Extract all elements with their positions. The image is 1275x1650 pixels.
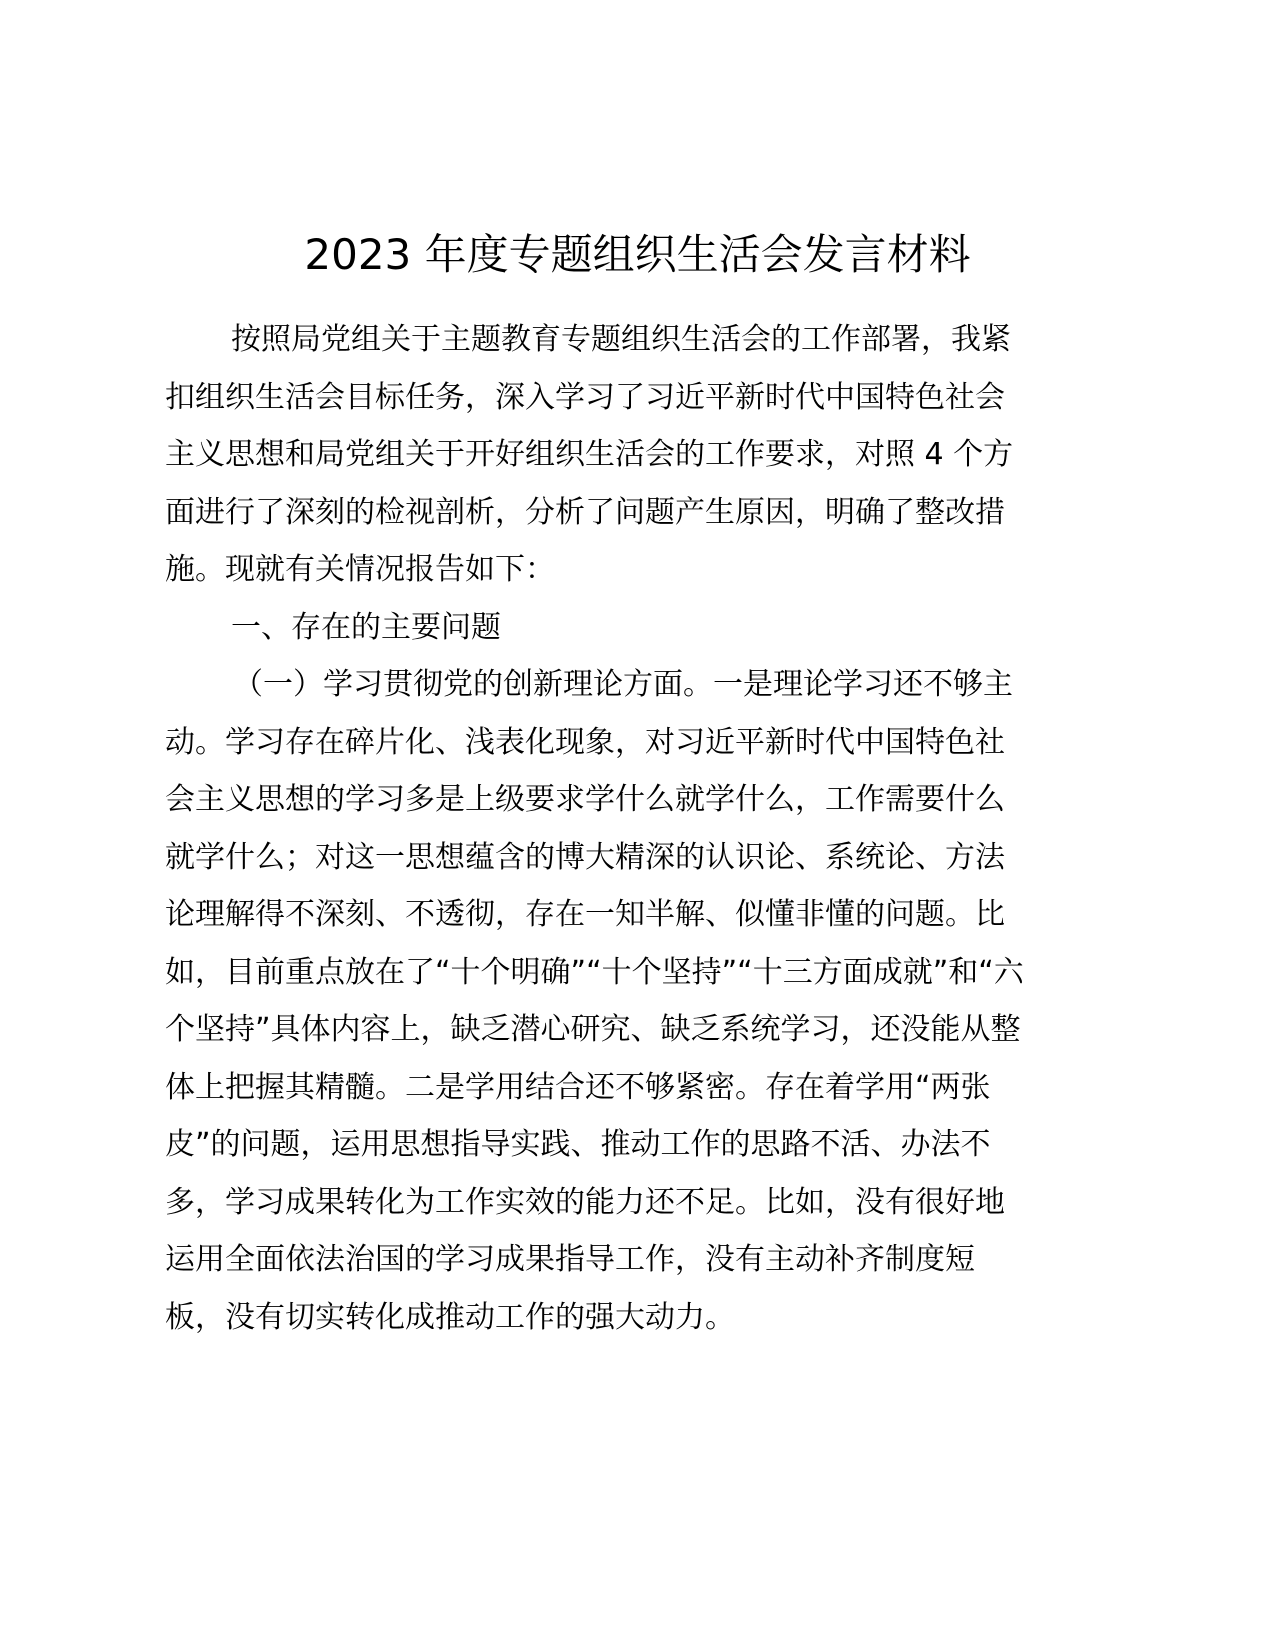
paragraph-line: 施。现就有关情况报告如下： bbox=[165, 552, 555, 587]
paragraph-line: 动。学习存在碎片化、浅表化现象，对习近平新时代中国特色社 bbox=[165, 724, 1005, 760]
section-heading: 一、存在的主要问题 bbox=[231, 609, 501, 645]
paragraph-line: 运用全面依法治国的学习成果指导工作，没有主动补齐制度短 bbox=[165, 1242, 975, 1277]
paragraph-line: 多，学习成果转化为工作实效的能力还不足。比如，没有很好地 bbox=[165, 1184, 1005, 1220]
paragraph-line: 主义思想和局党组关于开好组织生活会的工作要求，对照 4 个方 bbox=[165, 437, 1014, 472]
paragraph-line: 按照局党组关于主题教育专题组织生活会的工作部署，我紧 bbox=[231, 322, 1011, 357]
paragraph-line: （一）学习贯彻党的创新理论方面。一是理论学习还不够主 bbox=[233, 667, 1013, 702]
paragraph-line: 就学什么；对这一思想蕴含的博大精深的认识论、系统论、方法 bbox=[165, 839, 1005, 875]
paragraph-line: 如，目前重点放在了“十个明确”“十个坚持”“十三方面成就”和“六 bbox=[165, 954, 1024, 990]
document-title: 2023 年度专题组织生活会发言材料 bbox=[304, 230, 971, 279]
paragraph-line: 板，没有切实转化成推动工作的强大动力。 bbox=[165, 1299, 735, 1335]
paragraph-line: 扣组织生活会目标任务，深入学习了习近平新时代中国特色社会 bbox=[165, 379, 1005, 415]
paragraph-line: 个坚持”具体内容上，缺乏潜心研究、缺乏系统学习，还没能从整 bbox=[165, 1012, 1021, 1047]
document-body bbox=[165, 311, 1115, 1346]
paragraph-line: 论理解得不深刻、不透彻，存在一知半解、似懂非懂的问题。比 bbox=[165, 897, 1005, 932]
paragraph-line: 体上把握其精髓。二是学用结合还不够紧密。存在着学用“两张 bbox=[165, 1069, 991, 1105]
paragraph-line: 会主义思想的学习多是上级要求学什么就学什么，工作需要什么 bbox=[165, 782, 1005, 817]
paragraph-line: 面进行了深刻的检视剖析，分析了问题产生原因，明确了整改措 bbox=[165, 494, 1005, 530]
paragraph-line: 皮”的问题，运用思想指导实践、推动工作的思路不活、办法不 bbox=[165, 1127, 991, 1162]
